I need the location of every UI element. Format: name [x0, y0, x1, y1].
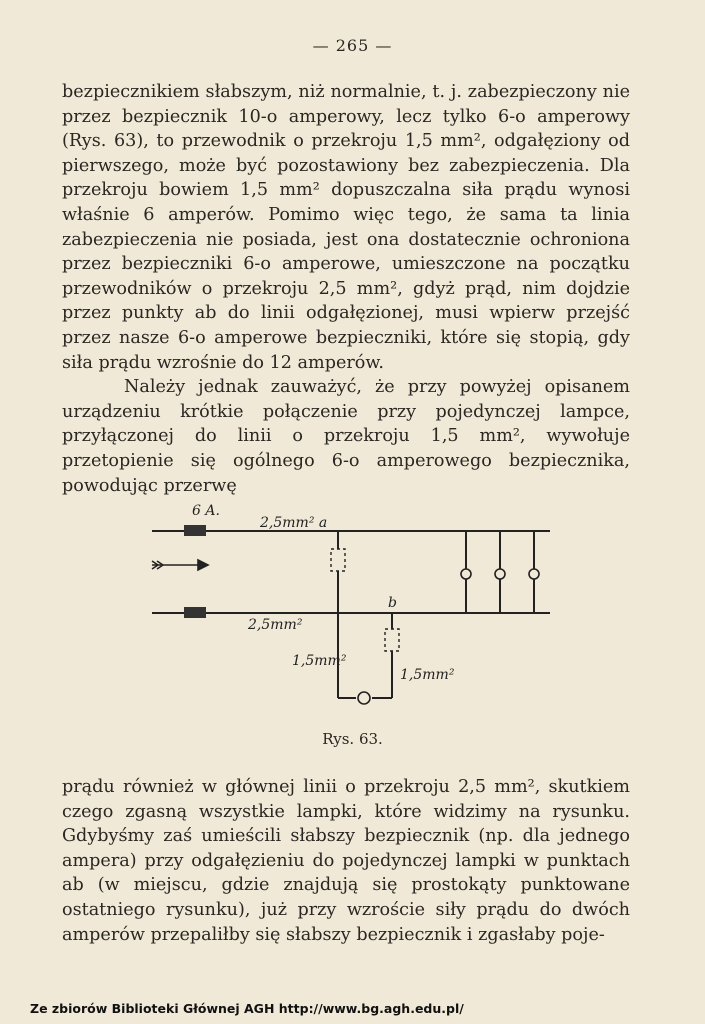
body-text-bottom — [62, 775, 630, 947]
library-footer — [30, 1001, 464, 1016]
footer-text: Ze zbiorów Biblioteki Głównej AGH — [30, 1001, 275, 1016]
fuse-bottom — [184, 607, 206, 618]
paragraph-1: bezpiecznikiem słabszym, niż normalnie, t. j. zabezpieczony nie przez bezpiecznik 10-o amperowy, lecz tylko 6-o amperowy (Rys. 63), to przewodnik o przekroju 1,5 mm², odgałęziony od pierwszego, może być pozostawiony bez zabezpieczenia. Dla przekroju bowiem 1,5 mm² dopuszczalna siła prądu wynosi właśnie 6 amperów. Pomimo więc tego, że sama ta linia zabezpieczenia nie posiada, jest ona dostatecznie ochroniona przez bezpieczniki 6-o amperowe, umieszczone na początku przewodników o przekroju 2,5 mm², gdyż prąd, nim dojdzie przez punkty ab do linii odgałęzionej, musi wpierw przejść przez nasze 6-o amperowe bezpieczniki, które się stopią, gdy siła prądu wzrośnie do 12 amperów. — [62, 82, 630, 373]
figure-caption: Rys. 63. — [322, 730, 383, 748]
label-branch-left: 1,5mm² — [292, 653, 347, 669]
circuit-diagram-svg — [148, 493, 560, 715]
label-bottom-wire: 2,5mm² — [248, 617, 303, 633]
footer-link[interactable]: http://www.bg.agh.edu.pl/ — [278, 1001, 464, 1016]
circuit-diagram — [148, 493, 560, 715]
fuse-top — [184, 525, 206, 536]
dotted-fuse-b — [385, 629, 399, 651]
page-number: — 265 — — [312, 36, 393, 55]
dotted-fuse-a — [331, 549, 345, 571]
lamp-2 — [495, 569, 505, 579]
paragraph-3: prądu również w głównej linii o przekroju 2,5 mm², skutkiem czego zgasną wszystkie lampki, które widzimy na rysunku. Gdybyśmy zaś umieścili słabszy bezpiecznik (np. dla jednego ampera) przy odgałęzieniu do pojedynczej lampki w punktach ab (w miejscu, gdzie znajdują się prostokąty punktowane ostatniego rysunku), już przy wzroście siły prądu do dwóch amperów przepaliłby się słabszy bezpiecznik i zgasłaby poje- — [62, 777, 630, 945]
label-fuse: 6 A. — [192, 503, 220, 519]
lamp-3 — [529, 569, 539, 579]
paragraph-2: Należy jednak zauważyć, że przy powyżej opisanem urządzeniu krótkie połączenie przy pojedynczej lampce, przyłączonej do linii o przekroju 1,5 mm², wywołuje przetopienie się ogólnego 6-o amperowego bezpiecznika, powodując przerwę — [62, 377, 630, 496]
body-text-top — [62, 80, 630, 498]
current-arrow — [152, 560, 208, 570]
label-branch-right: 1,5mm² — [400, 667, 455, 683]
lamp-branch — [358, 692, 370, 704]
lamp-1 — [461, 569, 471, 579]
label-point-b: b — [388, 595, 397, 611]
label-top-wire: 2,5mm² a — [260, 515, 328, 531]
